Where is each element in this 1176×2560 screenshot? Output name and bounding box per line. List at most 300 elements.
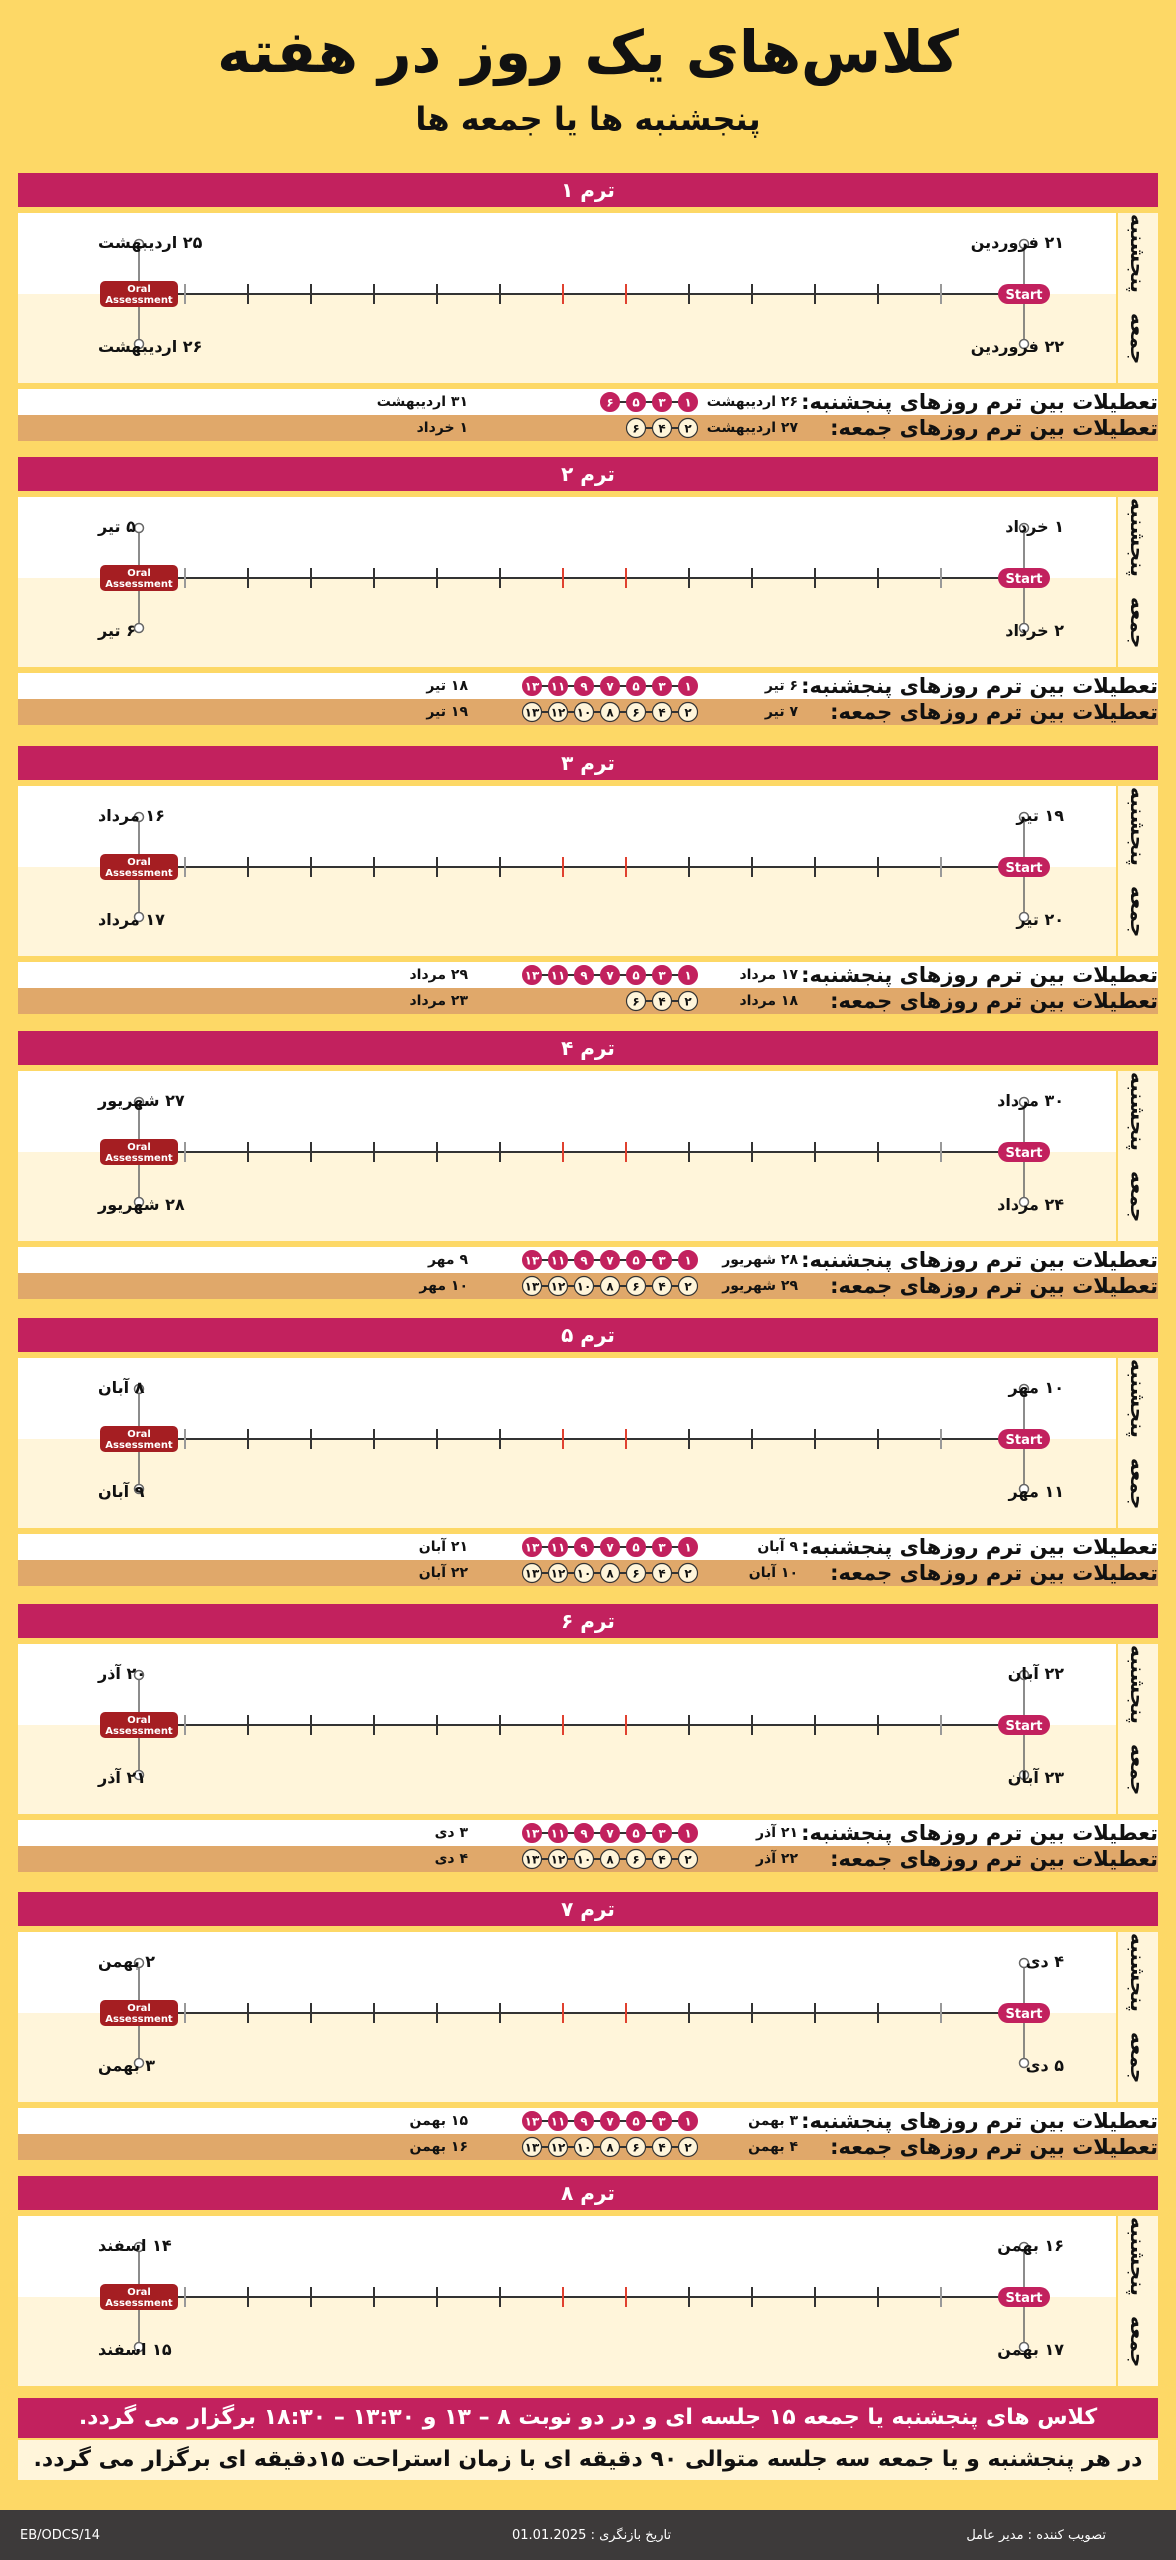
friday-holiday-end: ۱۹ تیر — [426, 704, 468, 720]
friday-holiday-sequence — [520, 1560, 706, 1586]
term-timeline — [18, 1071, 1158, 1241]
term-timeline — [18, 1932, 1158, 2102]
oral-label-line1: Oral — [127, 1429, 151, 1440]
thursday-holiday-session-5 — [549, 2112, 568, 2131]
term-timeline — [18, 497, 1158, 667]
svg-text:۱۱: ۱۱ — [550, 679, 566, 694]
thursday-start-date: ۱۹ تیر — [1016, 806, 1064, 825]
timeline-graphic — [18, 1644, 1116, 1814]
svg-text:۳: ۳ — [658, 679, 666, 694]
oral-label-line1: Oral — [127, 1715, 151, 1726]
friday-label-cell — [1118, 294, 1158, 383]
svg-text:۵: ۵ — [632, 679, 640, 694]
thursday-holiday-start: ۶ تیر — [764, 678, 798, 694]
friday-holiday-session-0 — [679, 2138, 698, 2157]
friday-holiday-session-3 — [601, 1850, 620, 1869]
thursday-label-cell — [1118, 213, 1158, 294]
friday-holiday-bar — [18, 2134, 1158, 2160]
svg-text:۲: ۲ — [684, 994, 692, 1009]
svg-text:۱۳: ۱۳ — [524, 2140, 540, 2155]
friday-holiday-session-3 — [601, 1564, 620, 1583]
friday-holiday-bar — [18, 1273, 1158, 1299]
friday-holiday-session-0 — [679, 992, 698, 1011]
thursday-holiday-session-5 — [549, 966, 568, 985]
svg-text:۹: ۹ — [580, 1540, 588, 1555]
friday-holiday-session-2 — [627, 1564, 646, 1583]
friday-label: جمعه — [1126, 885, 1150, 938]
thursday-holiday-start: ۲۱ آذر — [755, 1825, 798, 1841]
start-label: Start — [1005, 2007, 1043, 2022]
svg-text:۷: ۷ — [606, 1253, 614, 1268]
thursday-label-cell — [1118, 2216, 1158, 2297]
thursday-holiday-label: تعطیلات بین ترم روزهای پنجشنبه: — [801, 2109, 1158, 2133]
oral-label-line2: Assessment — [105, 295, 173, 306]
thursday-holiday-session-4 — [575, 966, 594, 985]
thursday-holiday-bar — [18, 962, 1158, 988]
svg-text:۳: ۳ — [658, 395, 666, 410]
friday-end-date: ۹ آبان — [98, 1482, 145, 1501]
svg-text:۳: ۳ — [658, 1540, 666, 1555]
friday-holiday-end: ۱۰ مهر — [419, 1278, 468, 1294]
thursday-holiday-session-5 — [549, 1824, 568, 1843]
thursday-holiday-session-2 — [627, 677, 646, 696]
friday-holiday-session-4 — [575, 1277, 594, 1296]
friday-label: جمعه — [1126, 1170, 1150, 1223]
friday-holiday-session-6 — [523, 1277, 542, 1296]
svg-text:۵: ۵ — [632, 2114, 640, 2129]
thursday-holiday-session-1 — [653, 1251, 672, 1270]
friday-holiday-session-1 — [653, 992, 672, 1011]
svg-text:۱۱: ۱۱ — [550, 1540, 566, 1555]
oral-label-line2: Assessment — [105, 2014, 173, 2025]
thursday-start-date: ۲۱ فروردین — [970, 233, 1064, 252]
friday-label: جمعه — [1126, 1743, 1150, 1796]
thursday-holiday-session-3 — [601, 2112, 620, 2131]
oral-label-line1: Oral — [127, 284, 151, 295]
svg-text:۱۲: ۱۲ — [550, 1852, 566, 1867]
start-label: Start — [1005, 1146, 1043, 1161]
start-label: Start — [1005, 2291, 1043, 2306]
svg-text:۳: ۳ — [658, 968, 666, 983]
thursday-holiday-session-3 — [601, 966, 620, 985]
term-timeline — [18, 2216, 1158, 2386]
friday-holiday-bar — [18, 699, 1158, 725]
start-label: Start — [1005, 1433, 1043, 1448]
friday-holiday-end: ۱۶ بهمن — [409, 2139, 468, 2155]
timeline-graphic — [18, 1932, 1116, 2102]
svg-text:۲: ۲ — [684, 421, 692, 436]
thursday-start-date: ۳۰ مرداد — [997, 1091, 1064, 1110]
thursday-label: پنجشنبه — [1126, 214, 1150, 293]
friday-holiday-sequence — [520, 1273, 706, 1299]
thursday-holiday-session-0 — [679, 393, 698, 412]
thursday-holiday-start: ۲۸ شهریور — [722, 1252, 798, 1268]
start-label: Start — [1005, 861, 1043, 876]
svg-text:۸: ۸ — [606, 1566, 614, 1581]
thursday-end-date: ۱۶ مرداد — [98, 806, 165, 825]
thursday-end-date: ۲ بهمن — [98, 1952, 156, 1971]
oral-label-line1: Oral — [127, 2287, 151, 2298]
oral-label-line2: Assessment — [105, 868, 173, 879]
friday-holiday-session-5 — [549, 1850, 568, 1869]
session-note: در هر پنجشنبه و یا جمعه سه جلسه متوالی ۹۰ دقیقه ای با زمان استراحت ۱۵دقیقه ای برگزار می گردد. — [18, 2440, 1158, 2480]
svg-text:۸: ۸ — [606, 705, 614, 720]
thursday-holiday-bar — [18, 673, 1158, 699]
svg-text:۶: ۶ — [632, 705, 640, 720]
thursday-label-cell — [1118, 1358, 1158, 1439]
friday-holiday-start: ۲۲ آذر — [755, 1851, 798, 1867]
thursday-label: پنجشنبه — [1126, 1072, 1150, 1151]
oral-label-line1: Oral — [127, 1142, 151, 1153]
friday-holiday-session-3 — [601, 1277, 620, 1296]
svg-text:۱: ۱ — [684, 679, 692, 694]
page-subtitle: پنجشنبه ها یا جمعه ها — [415, 100, 761, 138]
thursday-holiday-session-4 — [575, 1251, 594, 1270]
svg-text:۱۲: ۱۲ — [550, 1566, 566, 1581]
thursday-holiday-session-4 — [575, 677, 594, 696]
thursday-holiday-label: تعطیلات بین ترم روزهای پنجشنبه: — [801, 1821, 1158, 1845]
term-title: ترم ۸ — [18, 2176, 1158, 2210]
revision-date: تاریخ بازنگری : 01.01.2025 — [512, 2528, 672, 2543]
thursday-holiday-bar — [18, 1247, 1158, 1273]
friday-holiday-session-5 — [549, 1564, 568, 1583]
friday-end-date: ۳ بهمن — [98, 2056, 156, 2075]
friday-holiday-label: تعطیلات بین ترم روزهای جمعه: — [830, 416, 1158, 440]
svg-text:۱۰: ۱۰ — [576, 705, 592, 720]
thursday-holiday-sequence — [520, 1247, 706, 1273]
friday-holiday-bar — [18, 988, 1158, 1014]
friday-holiday-session-1 — [653, 1850, 672, 1869]
friday-holiday-start: ۷ تیر — [764, 704, 798, 720]
svg-text:۵: ۵ — [632, 968, 640, 983]
friday-end-date: ۱۷ مرداد — [98, 910, 165, 929]
thursday-start-date: ۴ دی — [1025, 1952, 1064, 1971]
svg-text:۹: ۹ — [580, 2114, 588, 2129]
thursday-holiday-session-3 — [601, 1251, 620, 1270]
document-code: EB/ODCS/14 — [20, 2528, 101, 2543]
friday-holiday-session-2 — [627, 703, 646, 722]
thursday-label: پنجشنبه — [1126, 1645, 1150, 1724]
friday-holiday-sequence — [624, 415, 706, 441]
friday-holiday-label: تعطیلات بین ترم روزهای جمعه: — [830, 989, 1158, 1013]
thursday-holiday-sequence — [520, 673, 706, 699]
thursday-label-cell — [1118, 786, 1158, 867]
svg-text:۱۳: ۱۳ — [524, 968, 540, 983]
svg-text:۱۳: ۱۳ — [524, 1852, 540, 1867]
thursday-holiday-end: ۲۱ آبان — [418, 1539, 468, 1555]
thursday-start-date: ۲۲ آبان — [1007, 1664, 1064, 1683]
timeline-graphic — [18, 497, 1116, 667]
svg-text:۱۳: ۱۳ — [524, 1540, 540, 1555]
svg-text:۱۱: ۱۱ — [550, 1826, 566, 1841]
term-title: ترم ۶ — [18, 1604, 1158, 1638]
oral-label-line2: Assessment — [105, 579, 173, 590]
friday-label: جمعه — [1126, 2315, 1150, 2368]
friday-holiday-label: تعطیلات بین ترم روزهای جمعه: — [830, 700, 1158, 724]
timeline-graphic — [18, 1358, 1116, 1528]
svg-text:۸: ۸ — [606, 1279, 614, 1294]
thursday-holiday-sequence — [598, 389, 706, 415]
thursday-holiday-start: ۱۷ مرداد — [739, 967, 798, 983]
friday-end-date: ۱۵ اسفند — [98, 2340, 172, 2359]
friday-end-date: ۶ تیر — [98, 621, 136, 640]
friday-label: جمعه — [1126, 312, 1150, 365]
friday-holiday-label: تعطیلات بین ترم روزهای جمعه: — [830, 2135, 1158, 2159]
svg-text:۴: ۴ — [658, 421, 666, 436]
friday-holiday-session-6 — [523, 2138, 542, 2157]
friday-holiday-session-0 — [679, 1277, 698, 1296]
friday-end-date: ۲۶ اردیبهشت — [98, 337, 203, 356]
svg-text:۱: ۱ — [684, 1540, 692, 1555]
friday-label: جمعه — [1126, 1457, 1150, 1510]
term-section — [18, 457, 1158, 723]
svg-text:۱۰: ۱۰ — [576, 1566, 592, 1581]
start-label: Start — [1005, 288, 1043, 303]
thursday-holiday-session-4 — [575, 1538, 594, 1557]
svg-text:۱۲: ۱۲ — [550, 2140, 566, 2155]
thursday-holiday-session-1 — [653, 1538, 672, 1557]
friday-holiday-session-3 — [601, 2138, 620, 2157]
thursday-start-date: ۱ خرداد — [1005, 517, 1064, 536]
thursday-holiday-session-3 — [601, 1538, 620, 1557]
friday-holiday-session-1 — [653, 1564, 672, 1583]
thursday-holiday-bar — [18, 389, 1158, 415]
svg-text:۹: ۹ — [580, 968, 588, 983]
friday-holiday-session-4 — [575, 1850, 594, 1869]
friday-start-date: ۵ دی — [1025, 2056, 1064, 2075]
friday-start-date: ۱۱ مهر — [1008, 1482, 1064, 1501]
friday-holiday-session-3 — [601, 703, 620, 722]
oral-label-line1: Oral — [127, 857, 151, 868]
thursday-label: پنجشنبه — [1126, 498, 1150, 577]
friday-holiday-session-2 — [627, 2138, 646, 2157]
svg-text:۴: ۴ — [658, 1279, 666, 1294]
thursday-holiday-end: ۳ دی — [434, 1825, 468, 1841]
thursday-holiday-session-6 — [523, 1538, 542, 1557]
friday-label: جمعه — [1126, 596, 1150, 649]
friday-holiday-start: ۲۷ اردیبهشت — [706, 420, 798, 436]
friday-holiday-end: ۲۲ آبان — [418, 1565, 468, 1581]
friday-holiday-session-5 — [549, 2138, 568, 2157]
friday-holiday-session-2 — [627, 1277, 646, 1296]
svg-text:۴: ۴ — [658, 2140, 666, 2155]
friday-label-cell — [1118, 1152, 1158, 1241]
term-section — [18, 1604, 1158, 1870]
term-title: ترم ۴ — [18, 1031, 1158, 1065]
term-timeline — [18, 1644, 1158, 1814]
thursday-holiday-sequence — [520, 2108, 706, 2134]
thursday-holiday-session-3 — [601, 1824, 620, 1843]
thursday-holiday-label: تعطیلات بین ترم روزهای پنجشنبه: — [801, 1535, 1158, 1559]
term-timeline — [18, 786, 1158, 956]
friday-holiday-end: ۴ دی — [434, 1851, 468, 1867]
friday-holiday-session-4 — [575, 2138, 594, 2157]
svg-text:۱۱: ۱۱ — [550, 1253, 566, 1268]
oral-label-line1: Oral — [127, 568, 151, 579]
thursday-holiday-session-6 — [523, 1824, 542, 1843]
svg-text:۱۳: ۱۳ — [524, 1826, 540, 1841]
svg-text:۲: ۲ — [684, 705, 692, 720]
svg-text:۷: ۷ — [606, 679, 614, 694]
svg-text:۲: ۲ — [684, 1566, 692, 1581]
friday-label-cell — [1118, 867, 1158, 956]
thursday-holiday-sequence — [520, 962, 706, 988]
thursday-label-cell — [1118, 1644, 1158, 1725]
term-title: ترم ۲ — [18, 457, 1158, 491]
svg-text:۲: ۲ — [684, 1279, 692, 1294]
friday-holiday-start: ۴ بهمن — [748, 2139, 798, 2155]
thursday-holiday-label: تعطیلات بین ترم روزهای پنجشنبه: — [801, 963, 1158, 987]
oral-label-line2: Assessment — [105, 2298, 173, 2309]
svg-text:۱: ۱ — [684, 1826, 692, 1841]
svg-text:۱۰: ۱۰ — [576, 1279, 592, 1294]
thursday-holiday-session-2 — [627, 2112, 646, 2131]
friday-label-cell — [1118, 2297, 1158, 2386]
friday-holiday-sequence — [624, 988, 706, 1014]
svg-text:۶: ۶ — [632, 2140, 640, 2155]
svg-text:۹: ۹ — [580, 1826, 588, 1841]
timeline-graphic — [18, 786, 1116, 956]
svg-text:۶: ۶ — [606, 395, 614, 410]
friday-start-date: ۲۰ تیر — [1016, 910, 1064, 929]
friday-holiday-session-1 — [653, 703, 672, 722]
svg-text:۲: ۲ — [684, 2140, 692, 2155]
term-section — [18, 1892, 1158, 2158]
friday-holiday-session-0 — [679, 703, 698, 722]
friday-start-date: ۲۳ آبان — [1007, 1768, 1064, 1787]
timeline-graphic — [18, 2216, 1116, 2386]
friday-holiday-session-5 — [549, 1277, 568, 1296]
header — [0, 0, 1176, 170]
thursday-holiday-bar — [18, 2108, 1158, 2134]
thursday-holiday-end: ۱۸ تیر — [426, 678, 468, 694]
friday-holiday-start: ۱۸ مرداد — [739, 993, 798, 1009]
thursday-holiday-session-5 — [549, 1538, 568, 1557]
svg-text:۴: ۴ — [658, 1852, 666, 1867]
thursday-holiday-label: تعطیلات بین ترم روزهای پنجشنبه: — [801, 674, 1158, 698]
svg-text:۴: ۴ — [658, 994, 666, 1009]
friday-holiday-sequence — [520, 2134, 706, 2160]
friday-holiday-session-4 — [575, 1564, 594, 1583]
friday-holiday-session-1 — [653, 2138, 672, 2157]
friday-label: جمعه — [1126, 2031, 1150, 2084]
term-timeline — [18, 1358, 1158, 1528]
svg-text:۱: ۱ — [684, 395, 692, 410]
thursday-holiday-session-4 — [575, 2112, 594, 2131]
svg-text:۵: ۵ — [632, 395, 640, 410]
thursday-holiday-session-0 — [679, 966, 698, 985]
svg-text:۶: ۶ — [632, 994, 640, 1009]
friday-holiday-bar — [18, 1846, 1158, 1872]
friday-holiday-session-4 — [575, 703, 594, 722]
svg-text:۱۱: ۱۱ — [550, 2114, 566, 2129]
friday-holiday-start: ۲۹ شهریور — [722, 1278, 798, 1294]
friday-holiday-session-6 — [523, 703, 542, 722]
thursday-start-date: ۱۰ مهر — [1008, 1378, 1064, 1397]
friday-end-date: ۲۱ آذر — [98, 1768, 147, 1787]
svg-text:۱۳: ۱۳ — [524, 705, 540, 720]
svg-text:۳: ۳ — [658, 2114, 666, 2129]
svg-text:۴: ۴ — [658, 705, 666, 720]
term-timeline — [18, 213, 1158, 383]
term-title: ترم ۳ — [18, 746, 1158, 780]
thursday-holiday-bar — [18, 1534, 1158, 1560]
thursday-holiday-session-5 — [549, 677, 568, 696]
svg-text:۷: ۷ — [606, 1540, 614, 1555]
thursday-holiday-session-2 — [627, 1538, 646, 1557]
thursday-holiday-end: ۳۱ اردیبهشت — [376, 394, 468, 410]
svg-text:۴: ۴ — [658, 1566, 666, 1581]
thursday-holiday-session-3 — [601, 677, 620, 696]
term-section — [18, 1318, 1158, 1584]
friday-holiday-label: تعطیلات بین ترم روزهای جمعه: — [830, 1274, 1158, 1298]
start-label: Start — [1005, 1719, 1043, 1734]
friday-start-date: ۲ خرداد — [1005, 621, 1064, 640]
svg-text:۶: ۶ — [632, 1566, 640, 1581]
friday-holiday-session-1 — [653, 419, 672, 438]
thursday-end-date: ۵ تیر — [98, 517, 136, 536]
svg-text:۱: ۱ — [684, 968, 692, 983]
thursday-holiday-session-0 — [679, 1824, 698, 1843]
thursday-label-cell — [1118, 1932, 1158, 2013]
oral-label-line2: Assessment — [105, 1440, 173, 1451]
friday-start-date: ۲۲ فروردین — [970, 337, 1064, 356]
svg-text:۸: ۸ — [606, 2140, 614, 2155]
friday-holiday-start: ۱۰ آبان — [748, 1565, 798, 1581]
friday-holiday-session-2 — [627, 419, 646, 438]
svg-text:۱۳: ۱۳ — [524, 1566, 540, 1581]
page-title: کلاس‌های یک روز در هفته — [217, 18, 959, 86]
thursday-label-cell — [1118, 1071, 1158, 1152]
svg-text:۱۳: ۱۳ — [524, 1253, 540, 1268]
thursday-label: پنجشنبه — [1126, 787, 1150, 866]
thursday-holiday-session-5 — [549, 1251, 568, 1270]
friday-holiday-session-5 — [549, 703, 568, 722]
thursday-holiday-session-6 — [523, 1251, 542, 1270]
oral-label-line1: Oral — [127, 2003, 151, 2014]
thursday-holiday-session-2 — [627, 966, 646, 985]
svg-text:۱: ۱ — [684, 1253, 692, 1268]
thursday-holiday-session-4 — [575, 1824, 594, 1843]
approved-by: تصویب کننده : مدیر عامل — [966, 2528, 1106, 2543]
svg-text:۳: ۳ — [658, 1253, 666, 1268]
term-section — [18, 173, 1158, 439]
thursday-holiday-end: ۲۹ مرداد — [409, 967, 468, 983]
svg-text:۶: ۶ — [632, 1279, 640, 1294]
thursday-holiday-session-1 — [653, 1824, 672, 1843]
friday-holiday-label: تعطیلات بین ترم روزهای جمعه: — [830, 1561, 1158, 1585]
friday-holiday-label: تعطیلات بین ترم روزهای جمعه: — [830, 1847, 1158, 1871]
thursday-holiday-session-1 — [653, 677, 672, 696]
thursday-end-date: ۲۰ آذر — [98, 1664, 147, 1683]
svg-text:۳: ۳ — [658, 1826, 666, 1841]
svg-text:۱۲: ۱۲ — [550, 1279, 566, 1294]
friday-holiday-end: ۲۳ مرداد — [409, 993, 468, 1009]
friday-holiday-session-0 — [679, 1850, 698, 1869]
svg-text:۹: ۹ — [580, 1253, 588, 1268]
friday-holiday-session-2 — [627, 1850, 646, 1869]
thursday-holiday-session-0 — [679, 1538, 698, 1557]
thursday-label: پنجشنبه — [1126, 1933, 1150, 2012]
thursday-holiday-start: ۲۶ اردیبهشت — [706, 394, 798, 410]
svg-text:۱: ۱ — [684, 2114, 692, 2129]
friday-label-cell — [1118, 578, 1158, 667]
svg-text:۵: ۵ — [632, 1540, 640, 1555]
friday-label-cell — [1118, 1725, 1158, 1814]
svg-text:۱۰: ۱۰ — [576, 2140, 592, 2155]
friday-end-date: ۲۸ شهریور — [98, 1195, 185, 1214]
term-title: ترم ۱ — [18, 173, 1158, 207]
